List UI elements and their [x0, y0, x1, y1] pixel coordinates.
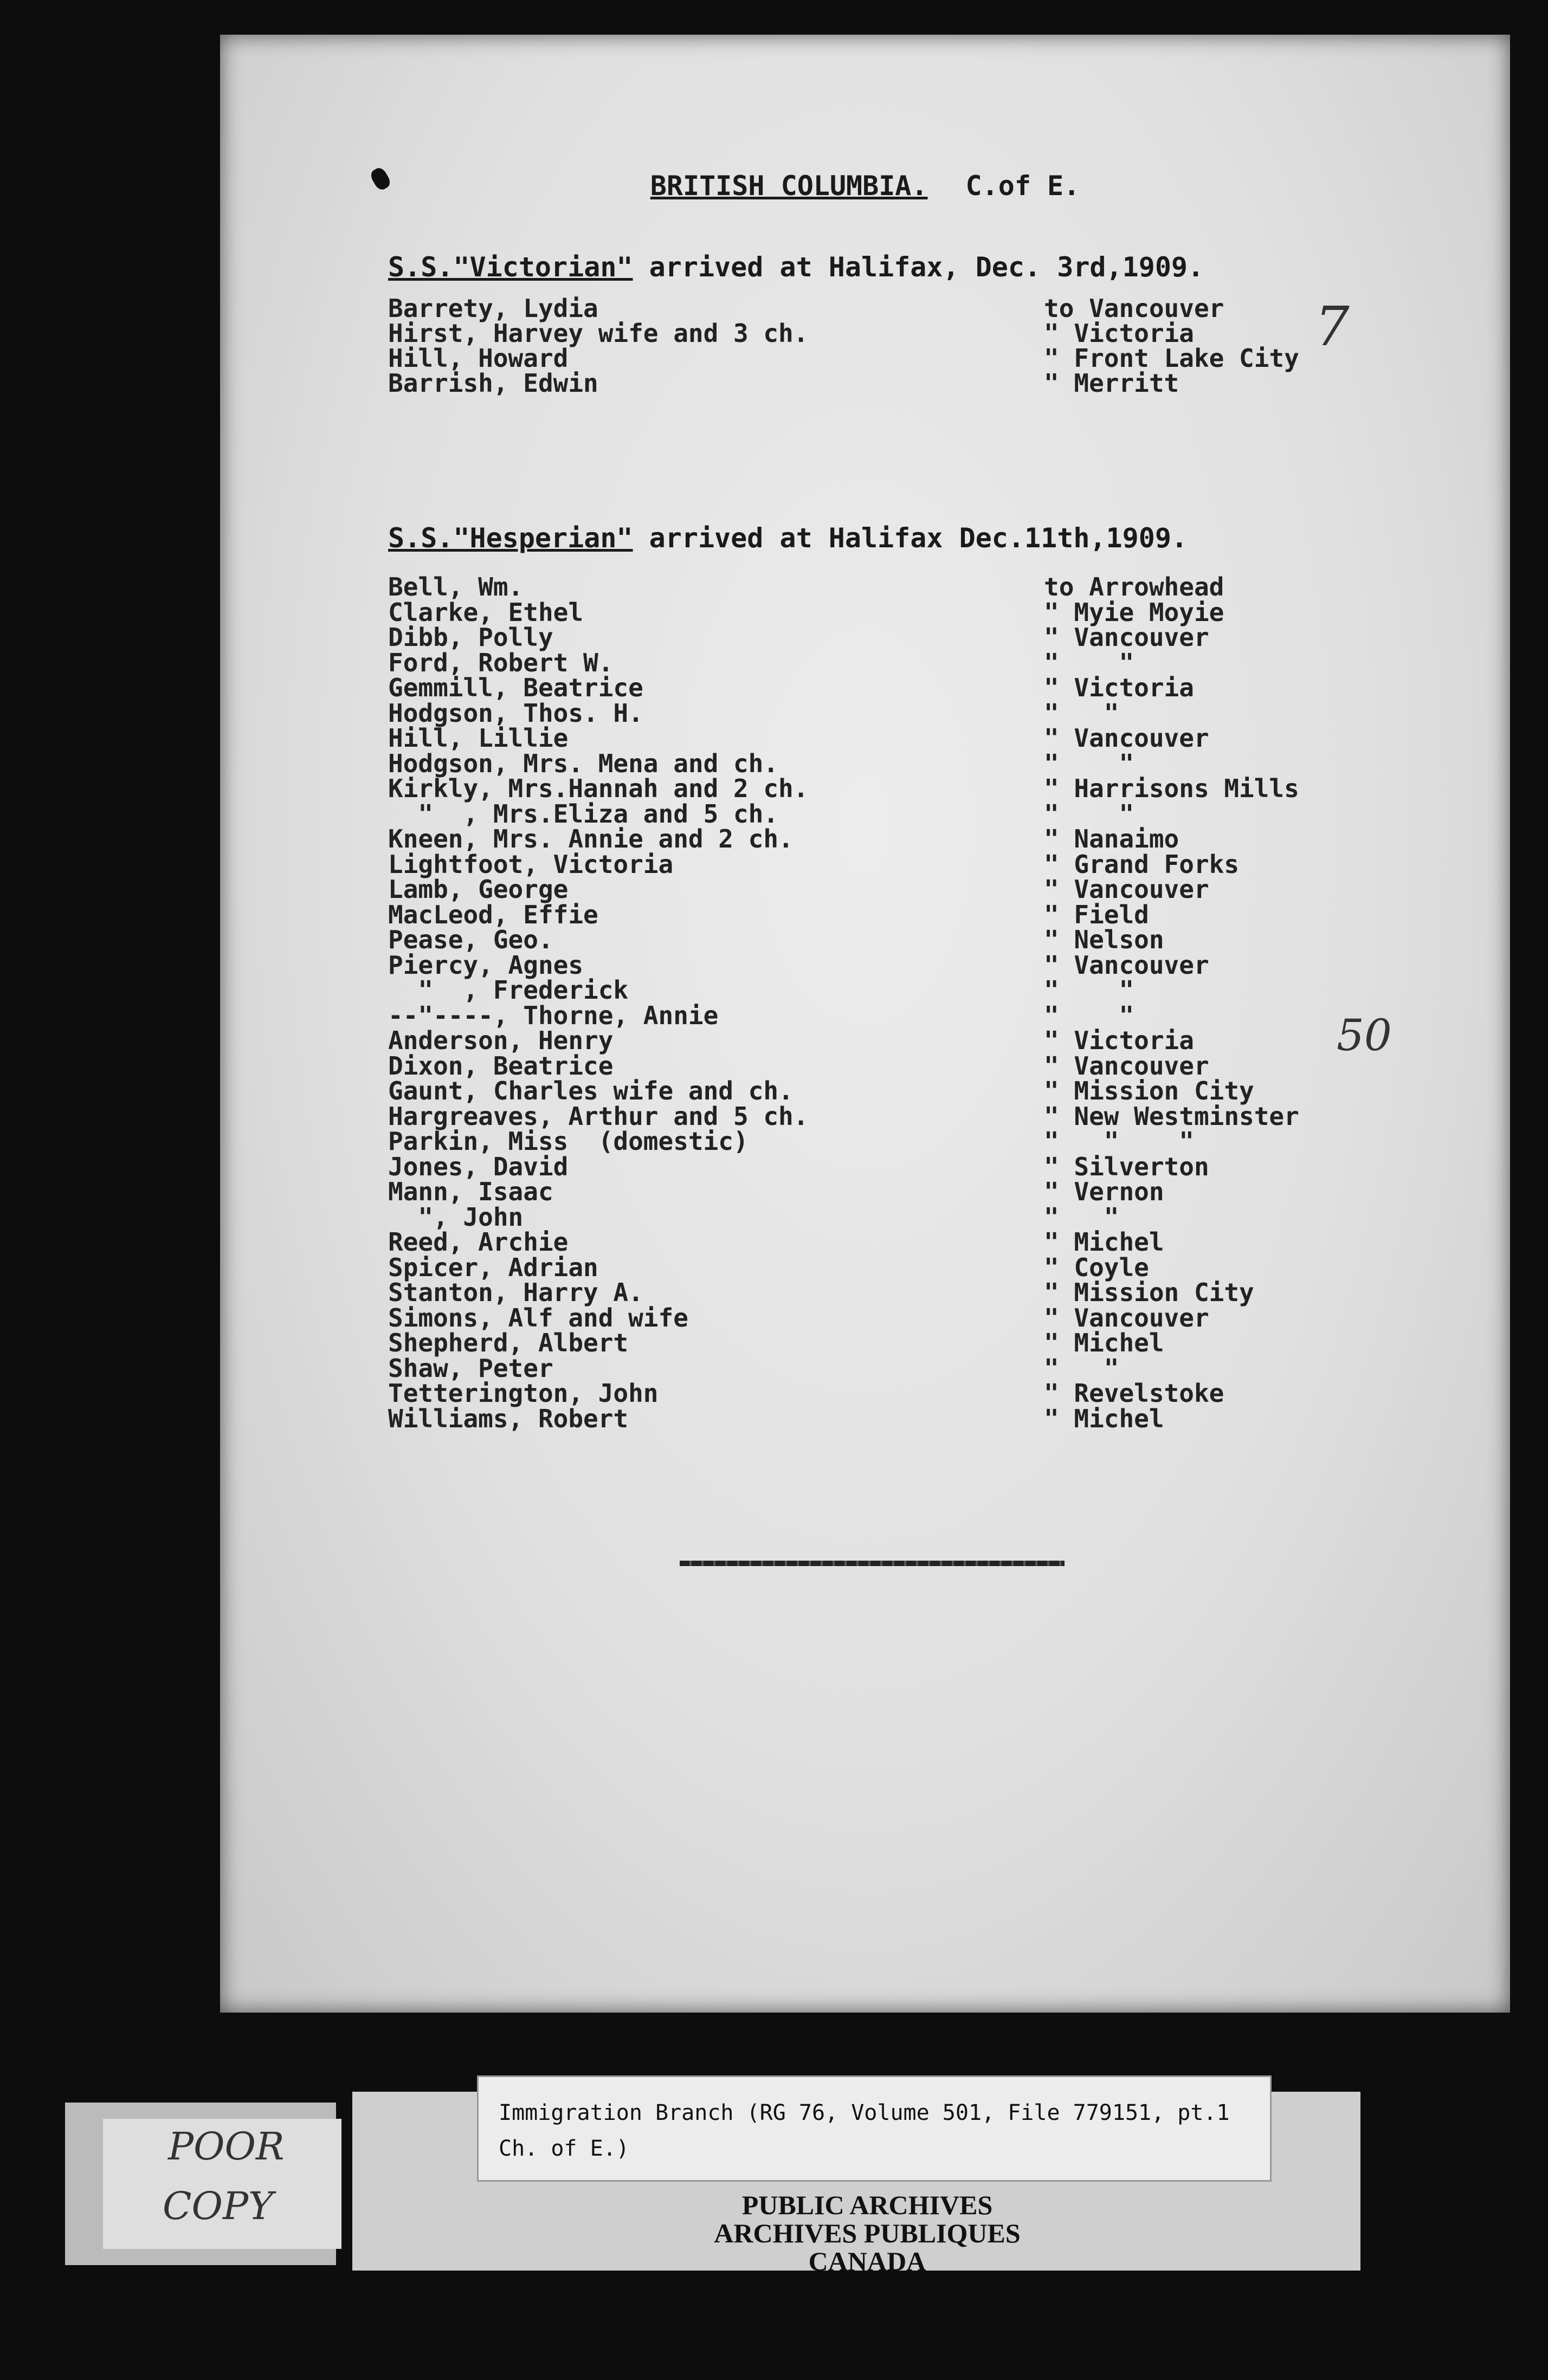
passenger-row [388, 597, 1418, 627]
passenger-row [388, 1406, 1418, 1431]
passenger-name: Spicer, Adrian [388, 1252, 598, 1282]
passenger-row [388, 799, 1418, 829]
passenger-name: Gaunt, Charles wife and ch. [388, 1076, 794, 1105]
page-title [220, 170, 1510, 202]
closing-rule [680, 1561, 1065, 1566]
passenger-row [388, 625, 1418, 650]
passenger-row [388, 1202, 1418, 1232]
passenger-name: Hirst, Harvey wife and 3 ch. [388, 319, 809, 348]
passenger-destination: " Revelstoke [1044, 1379, 1224, 1408]
pencil-annotation-50: 50 [1337, 1010, 1392, 1060]
passenger-row [388, 650, 1418, 675]
arrival-info-2: arrived at Halifax Dec.11th,1909. [633, 522, 1188, 554]
passenger-name: Hill, Lillie [388, 723, 569, 753]
passenger-row [388, 902, 1418, 927]
passenger-name: Piercy, Agnes [388, 950, 584, 980]
document-page [220, 35, 1510, 2013]
passenger-name: Reed, Archie [388, 1227, 569, 1257]
passenger-name: Anderson, Henry [388, 1026, 614, 1055]
passenger-destination: " Merritt [1044, 368, 1179, 398]
passenger-name: Jones, David [388, 1152, 569, 1181]
passenger-row [388, 1129, 1418, 1154]
passenger-name: Barrety, Lydia [388, 294, 598, 323]
passenger-row [388, 975, 1418, 1005]
passenger-name: Kirkly, Mrs.Hannah and 2 ch. [388, 774, 809, 803]
passenger-row [388, 1101, 1418, 1131]
poor-copy-line2: COPY [163, 2184, 274, 2228]
passenger-destination: " Harrisons Mills [1044, 774, 1299, 803]
passenger-destination: " Victoria [1044, 1026, 1194, 1055]
passenger-name: Pease, Geo. [388, 925, 553, 954]
passenger-destination: " Mission City [1044, 1278, 1254, 1307]
passenger-row [388, 1330, 1418, 1355]
passenger-destination: " Nelson [1044, 925, 1164, 954]
passenger-destination: " Vancouver [1044, 623, 1209, 652]
passenger-row [388, 1179, 1418, 1204]
pencil-annotation-7: 7 [1315, 295, 1350, 358]
passenger-row [388, 877, 1418, 902]
passenger-destination: " Vernon [1044, 1177, 1164, 1206]
passenger-row [388, 321, 1418, 346]
passenger-destination: " Victoria [1044, 673, 1194, 702]
passenger-destination: " Vancouver [1044, 723, 1209, 753]
passenger-name: ", John [388, 1202, 524, 1232]
passenger-name: Shaw, Peter [388, 1353, 553, 1383]
passenger-name: Lamb, George [388, 875, 569, 904]
passenger-destination: " Field [1044, 900, 1149, 929]
passenger-name: " , Mrs.Eliza and 5 ch. [388, 799, 779, 829]
title-denomination: C.of E. [965, 170, 1080, 202]
passenger-destination: " Silverton [1044, 1152, 1209, 1181]
ship-name-2: S.S."Hesperian" [388, 522, 633, 554]
passenger-name: MacLeod, Effie [388, 900, 598, 929]
passenger-name: Simons, Alf and wife [388, 1303, 688, 1333]
passenger-destination: " Front Lake City [1044, 344, 1299, 373]
passenger-destination: " Myie Moyie [1044, 597, 1224, 627]
reference-line1: Immigration Branch (RG 76, Volume 501, File 779151, pt.1 [499, 2100, 1230, 2125]
passenger-row [388, 1000, 1418, 1030]
passenger-destination: " Grand Forks [1044, 849, 1240, 879]
passenger-destination: " " " [1044, 1127, 1194, 1156]
passenger-name: " , Frederick [388, 975, 629, 1005]
reference-card [477, 2075, 1272, 2182]
passenger-name: Shepherd, Albert [388, 1328, 629, 1357]
passenger-destination: " " [1044, 1353, 1119, 1383]
passenger-row [388, 1028, 1418, 1053]
passenger-row [388, 296, 1418, 321]
passenger-destination: " Nanaimo [1044, 824, 1179, 853]
passenger-destination: " " [1044, 648, 1134, 677]
passenger-name: Tetterington, John [388, 1379, 659, 1408]
passenger-destination: " New Westminster [1044, 1101, 1299, 1131]
passenger-destination: " Vancouver [1044, 875, 1209, 904]
passenger-row [388, 927, 1418, 952]
archives-line1: PUBLIC ARCHIVES [741, 2190, 993, 2220]
passenger-destination: " Mission City [1044, 1076, 1254, 1105]
archives-line2: ARCHIVES PUBLIQUES [714, 2218, 1021, 2248]
passenger-destination: " Michel [1044, 1328, 1164, 1357]
passenger-name: --"----, Thorne, Annie [388, 1000, 719, 1030]
passenger-destination: " " [1044, 975, 1134, 1005]
passenger-name: Lightfoot, Victoria [388, 849, 674, 879]
passenger-destination: " Michel [1044, 1404, 1164, 1433]
passenger-destination: " Victoria [1044, 319, 1194, 348]
ship-name-1: S.S."Victorian" [388, 251, 633, 283]
passenger-name: Parkin, Miss (domestic) [388, 1127, 749, 1156]
passenger-destination: " " [1044, 748, 1134, 778]
arrival-info-1: arrived at Halifax, Dec. 3rd,1909. [633, 251, 1204, 283]
passenger-destination: to Arrowhead [1044, 572, 1224, 602]
passenger-row [388, 1051, 1418, 1081]
section-heading-1 [388, 251, 1204, 283]
passenger-destination: " " [1044, 698, 1119, 728]
passenger-row [388, 849, 1418, 879]
title-text: BRITISH COLUMBIA. [650, 170, 928, 202]
passenger-row [388, 1353, 1418, 1383]
passenger-destination: to Vancouver [1044, 294, 1224, 323]
passenger-name: Hodgson, Thos. H. [388, 698, 643, 728]
passenger-destination: " " [1044, 799, 1134, 829]
passenger-name: Barrish, Edwin [388, 368, 598, 398]
passenger-row [388, 1303, 1418, 1333]
passenger-row [388, 723, 1418, 753]
passenger-row [388, 950, 1418, 980]
reference-line2: Ch. of E.) [499, 2136, 629, 2161]
passenger-row [388, 1280, 1418, 1305]
passenger-destination: " Coyle [1044, 1252, 1149, 1282]
archives-line3: CANADA [808, 2246, 926, 2276]
passenger-row [388, 826, 1418, 851]
passenger-destination: " " [1044, 1000, 1134, 1030]
section-heading-2 [388, 522, 1188, 554]
passenger-row [388, 346, 1418, 371]
passenger-row [388, 1381, 1418, 1406]
passenger-row [388, 1227, 1418, 1257]
passenger-row [388, 1078, 1418, 1103]
passenger-name: Stanton, Harry A. [388, 1278, 643, 1307]
passenger-row [388, 368, 1418, 398]
passenger-name: Hodgson, Mrs. Mena and ch. [388, 748, 779, 778]
passenger-name: Bell, Wm. [388, 572, 524, 602]
passenger-row [388, 748, 1418, 778]
passenger-name: Hargreaves, Arthur and 5 ch. [388, 1101, 809, 1131]
passenger-destination: " " [1044, 1202, 1119, 1232]
passenger-destination: " Vancouver [1044, 1303, 1209, 1333]
passenger-row [388, 698, 1418, 728]
passenger-row [388, 1252, 1418, 1282]
passenger-name: Gemmill, Beatrice [388, 673, 643, 702]
passenger-name: Clarke, Ethel [388, 597, 584, 627]
passenger-name: Kneen, Mrs. Annie and 2 ch. [388, 824, 794, 853]
passenger-name: Hill, Howard [388, 344, 569, 373]
passenger-destination: " Michel [1044, 1227, 1164, 1257]
passenger-row [388, 776, 1418, 801]
passenger-name: Ford, Robert W. [388, 648, 614, 677]
passenger-row [388, 572, 1418, 602]
passenger-name: Williams, Robert [388, 1404, 629, 1433]
passenger-destination: " Vancouver [1044, 1051, 1209, 1081]
passenger-name: Dibb, Polly [388, 623, 553, 652]
passenger-name: Mann, Isaac [388, 1177, 553, 1206]
poor-copy-line1: POOR [168, 2124, 285, 2169]
passenger-destination: " Vancouver [1044, 950, 1209, 980]
passenger-name: Dixon, Beatrice [388, 1051, 614, 1081]
passenger-row [388, 675, 1418, 700]
passenger-row [388, 1154, 1418, 1179]
